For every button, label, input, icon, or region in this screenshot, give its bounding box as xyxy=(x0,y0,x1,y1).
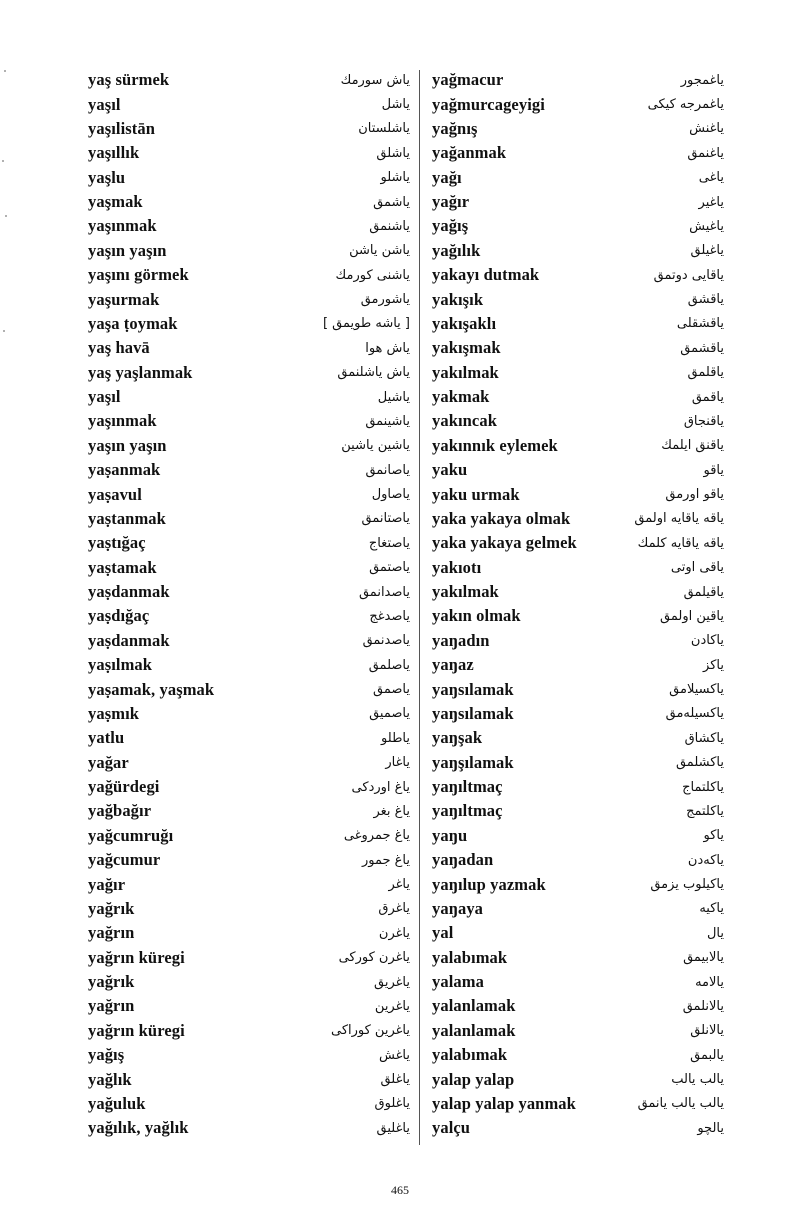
entry-latin-headword: yakın olmak xyxy=(432,606,521,626)
entry-latin-headword: yağrık xyxy=(88,972,135,992)
left-column xyxy=(88,68,410,1141)
entry-latin-headword: yağar xyxy=(88,752,129,772)
dictionary-entry xyxy=(432,799,724,823)
entry-ottoman-script: ياغرن كوركى xyxy=(338,950,410,966)
entry-ottoman-script: ياغيلق xyxy=(690,243,724,259)
entry-ottoman-script: ياكيلوب يزمق xyxy=(650,877,724,893)
entry-latin-headword: yağanmak xyxy=(432,143,507,163)
entry-ottoman-script: ياغار xyxy=(385,755,410,771)
dictionary-entry xyxy=(432,921,724,945)
entry-latin-headword: yağrın xyxy=(88,996,135,1016)
entry-latin-headword: yalanlamak xyxy=(432,1020,516,1040)
dictionary-entry xyxy=(88,507,410,531)
scan-speck xyxy=(5,215,7,217)
entry-ottoman-script: ياصدانمق xyxy=(358,584,410,600)
dictionary-entry xyxy=(88,361,410,385)
entry-latin-headword: yaṣavul xyxy=(88,484,142,504)
entry-ottoman-script: ياشنمق xyxy=(369,218,410,234)
entry-latin-headword: yağış xyxy=(432,216,469,236)
entry-latin-headword: yalama xyxy=(432,972,484,992)
entry-ottoman-script: ياشل xyxy=(381,97,410,113)
dictionary-entry xyxy=(88,1092,410,1116)
entry-ottoman-script: ياش سورمك xyxy=(340,72,410,88)
dictionary-entry xyxy=(88,946,410,970)
dictionary-entry xyxy=(432,726,724,750)
entry-latin-headword: yaka yakaya olmak xyxy=(432,508,571,528)
entry-ottoman-script: ياغمرجه كيكى xyxy=(647,97,724,113)
dictionary-entry xyxy=(88,1116,410,1140)
dictionary-entry xyxy=(88,239,410,263)
dictionary-entry xyxy=(432,434,724,458)
dictionary-entry xyxy=(432,312,724,336)
entry-ottoman-script: ياقنق ايلمك xyxy=(661,438,724,454)
entry-latin-headword: yaşurmak xyxy=(88,289,160,309)
entry-ottoman-script: ياغيش xyxy=(689,218,724,234)
dictionary-entry xyxy=(432,117,724,141)
entry-ottoman-script: يالامه xyxy=(695,974,724,990)
entry-latin-headword: yakışaklı xyxy=(432,313,497,333)
dictionary-entry xyxy=(88,458,410,482)
entry-ottoman-script: ياش هوا xyxy=(365,340,410,356)
entry-ottoman-script: ياصدنمق xyxy=(362,633,410,649)
dictionary-entry xyxy=(432,166,724,190)
dictionary-entry xyxy=(88,385,410,409)
entry-latin-headword: yalanlamak xyxy=(432,996,516,1016)
dictionary-entry xyxy=(88,312,410,336)
dictionary-entry xyxy=(432,1043,724,1067)
entry-latin-headword: yaş havā xyxy=(88,338,150,358)
entry-latin-headword: yakayı dutmak xyxy=(432,265,540,285)
entry-latin-headword: yaŋadan xyxy=(432,850,494,870)
entry-latin-headword: yalap yalap yanmak xyxy=(432,1093,576,1113)
entry-ottoman-script: ياغريق xyxy=(373,974,410,990)
dictionary-entry xyxy=(88,531,410,555)
entry-ottoman-script: يالابيمق xyxy=(683,950,724,966)
entry-ottoman-script: ياقيلمق xyxy=(683,584,724,600)
dictionary-entry xyxy=(432,580,724,604)
dictionary-entry xyxy=(88,702,410,726)
dictionary-entry xyxy=(432,361,724,385)
entry-ottoman-script: ياغمجور xyxy=(680,72,724,88)
entry-ottoman-script: ياغ بغر xyxy=(373,803,410,819)
dictionary-entry xyxy=(432,1019,724,1043)
entry-latin-headword: yakıncak xyxy=(432,411,497,431)
dictionary-entry xyxy=(432,141,724,165)
entry-ottoman-script: ياصتانمق xyxy=(361,511,410,527)
entry-ottoman-script: ياقه ياقايه اولمق xyxy=(634,511,724,527)
entry-ottoman-script: ياصدغج xyxy=(369,608,410,624)
entry-ottoman-script: ياكو xyxy=(703,828,724,844)
entry-latin-headword: yaŋaya xyxy=(432,898,484,918)
dictionary-entry xyxy=(432,482,724,506)
entry-ottoman-script: ياغلوق xyxy=(374,1096,410,1112)
dictionary-entry xyxy=(88,872,410,896)
entry-latin-headword: yağır xyxy=(432,192,470,212)
entry-ottoman-script: ياغنمق xyxy=(687,145,724,161)
dictionary-entry xyxy=(432,946,724,970)
entry-latin-headword: yaṣtanmak xyxy=(88,508,166,528)
entry-ottoman-script: ياقو اورمق xyxy=(665,487,724,503)
dictionary-entry xyxy=(88,92,410,116)
dictionary-entry xyxy=(88,799,410,823)
entry-latin-headword: yağır xyxy=(88,874,126,894)
dictionary-entry xyxy=(88,994,410,1018)
entry-ottoman-script: ياقشمق xyxy=(680,340,724,356)
dictionary-entry xyxy=(88,434,410,458)
dictionary-entry xyxy=(432,702,724,726)
dictionary-entry xyxy=(432,385,724,409)
entry-latin-headword: yaṣamak, yaşmak xyxy=(88,679,215,699)
entry-latin-headword: yaşılistān xyxy=(88,118,156,138)
entry-latin-headword: yaşınmak xyxy=(88,216,157,236)
dictionary-entry xyxy=(432,897,724,921)
entry-latin-headword: yakılmak xyxy=(432,582,499,602)
entry-ottoman-script: ياشلستان xyxy=(358,121,410,137)
entry-latin-headword: yağbağır xyxy=(88,801,152,821)
entry-ottoman-script: [ ياشه طويمق ] xyxy=(322,316,410,332)
entry-latin-headword: yağlık xyxy=(88,1069,132,1089)
dictionary-entry xyxy=(88,287,410,311)
entry-latin-headword: yaŋadın xyxy=(432,630,490,650)
dictionary-entry xyxy=(88,68,410,92)
entry-ottoman-script: ياغنش xyxy=(689,121,724,137)
entry-ottoman-script: ياقنجاق xyxy=(683,413,724,429)
dictionary-entry xyxy=(432,531,724,555)
entry-latin-headword: yaṣdığaç xyxy=(88,606,150,626)
entry-latin-headword: yaşıl xyxy=(88,387,121,407)
dictionary-entry xyxy=(88,214,410,238)
entry-ottoman-script: يالبمق xyxy=(690,1047,724,1063)
entry-latin-headword: yakmak xyxy=(432,387,490,407)
dictionary-entry xyxy=(88,726,410,750)
entry-latin-headword: yağılık xyxy=(432,240,481,260)
entry-latin-headword: yalap yalap xyxy=(432,1069,515,1089)
entry-latin-headword: yaŋaz xyxy=(432,655,474,675)
entry-latin-headword: yaṣanmak xyxy=(88,460,161,480)
entry-latin-headword: yağürdegi xyxy=(88,777,160,797)
entry-ottoman-script: ياكشلمق xyxy=(675,755,724,771)
entry-ottoman-script: ياكلتمج xyxy=(686,803,724,819)
entry-latin-headword: yakışmak xyxy=(432,338,501,358)
entry-latin-headword: yakışık xyxy=(432,289,484,309)
entry-latin-headword: yaku xyxy=(432,460,468,480)
entry-ottoman-script: ياصميق xyxy=(369,706,410,722)
entry-ottoman-script: ياقى اوتى xyxy=(670,560,724,576)
entry-ottoman-script: ياصمق xyxy=(373,682,410,698)
entry-latin-headword: yal xyxy=(432,923,454,943)
entry-ottoman-script: ياقو xyxy=(703,462,724,478)
entry-ottoman-script: ياغليق xyxy=(376,1120,410,1136)
entry-ottoman-script: ياكشاق xyxy=(684,730,724,746)
dictionary-entry xyxy=(432,287,724,311)
entry-ottoman-script: ياطلو xyxy=(381,730,410,746)
dictionary-entry xyxy=(88,1019,410,1043)
entry-latin-headword: yağı xyxy=(432,167,462,187)
dictionary-entry xyxy=(88,336,410,360)
entry-ottoman-script: يالب يالب xyxy=(671,1072,724,1088)
entry-ottoman-script: ياغ جمور xyxy=(361,852,410,868)
entry-latin-headword: yaṣdanmak xyxy=(88,630,170,650)
dictionary-entry xyxy=(432,824,724,848)
entry-ottoman-script: ياشيل xyxy=(377,389,410,405)
dictionary-entry xyxy=(432,263,724,287)
entry-latin-headword: yaŋşak xyxy=(432,728,483,748)
entry-ottoman-script: ياشنى كورمك xyxy=(335,267,410,283)
entry-latin-headword: yağrın küregi xyxy=(88,1020,185,1040)
entry-ottoman-script: ياغر xyxy=(388,877,410,893)
entry-ottoman-script: ياقين اولمق xyxy=(660,608,724,624)
entry-latin-headword: yalabımak xyxy=(432,1045,508,1065)
dictionary-entry xyxy=(432,751,724,775)
dictionary-entry xyxy=(88,409,410,433)
entry-latin-headword: yakınnık eylemek xyxy=(432,435,558,455)
dictionary-entry xyxy=(88,580,410,604)
entry-latin-headword: yaşmak xyxy=(88,192,143,212)
entry-ottoman-script: ياقايى دوتمق xyxy=(653,267,724,283)
entry-latin-headword: yaṣtığaç xyxy=(88,533,146,553)
entry-ottoman-script: ياقشق xyxy=(687,292,724,308)
entry-latin-headword: yaŋıltmaç xyxy=(432,777,503,797)
entry-latin-headword: yaşıl xyxy=(88,94,121,114)
dictionary-entry xyxy=(432,556,724,580)
dictionary-entry xyxy=(88,263,410,287)
dictionary-entry xyxy=(432,629,724,653)
entry-latin-headword: yaṣdanmak xyxy=(88,582,170,602)
entry-latin-headword: yaşa ṭoymak xyxy=(88,313,178,333)
entry-latin-headword: yağrık xyxy=(88,898,135,918)
entry-latin-headword: yalçu xyxy=(432,1118,471,1138)
entry-ottoman-script: ياغ اوردكى xyxy=(351,779,410,795)
entry-ottoman-script: ياشمق xyxy=(373,194,410,210)
dictionary-entry xyxy=(432,239,724,263)
dictionary-entry xyxy=(432,1067,724,1091)
entry-ottoman-script: ياغرق xyxy=(378,901,410,917)
entry-ottoman-script: ياكسيله‌مق xyxy=(665,706,724,722)
entry-latin-headword: yaş yaşlanmak xyxy=(88,362,193,382)
scan-speck xyxy=(3,330,5,332)
entry-ottoman-script: ياغى xyxy=(698,170,724,186)
dictionary-entry xyxy=(432,872,724,896)
entry-latin-headword: yatlu xyxy=(88,728,125,748)
entry-ottoman-script: ياصاول xyxy=(371,487,410,503)
scan-speck xyxy=(4,70,6,72)
entry-ottoman-script: ياشلق xyxy=(376,145,410,161)
entry-latin-headword: yakılmak xyxy=(432,362,499,382)
entry-latin-headword: yaŋıltmaç xyxy=(432,801,503,821)
entry-ottoman-script: ياغش xyxy=(379,1047,410,1063)
dictionary-entry xyxy=(88,653,410,677)
dictionary-entry xyxy=(88,970,410,994)
dictionary-entry xyxy=(88,677,410,701)
entry-latin-headword: yağuluk xyxy=(88,1093,146,1113)
entry-latin-headword: yaṣılmak xyxy=(88,655,153,675)
dictionary-entry xyxy=(432,409,724,433)
entry-ottoman-script: ياشين ياشين xyxy=(341,438,410,454)
entry-latin-headword: yaşın yaşın xyxy=(88,240,167,260)
entry-latin-headword: yağnış xyxy=(432,118,478,138)
entry-ottoman-script: ياغرن xyxy=(378,925,410,941)
right-column xyxy=(432,68,724,1141)
dictionary-entry xyxy=(432,507,724,531)
dictionary-entry xyxy=(88,166,410,190)
entry-ottoman-script: ياغير xyxy=(698,194,724,210)
entry-latin-headword: yaşlu xyxy=(88,167,126,187)
entry-latin-headword: yaŋu xyxy=(432,825,468,845)
entry-ottoman-script: ياصتغاج xyxy=(368,535,410,551)
entry-ottoman-script: ياكلتماج xyxy=(682,779,724,795)
entry-latin-headword: yağcumruğı xyxy=(88,825,174,845)
entry-ottoman-script: ياكيه xyxy=(699,901,724,917)
entry-latin-headword: yaş sürmek xyxy=(88,70,170,90)
entry-latin-headword: yağcumur xyxy=(88,850,161,870)
entry-latin-headword: yaŋsılamak xyxy=(432,703,514,723)
entry-ottoman-script: ياصتمق xyxy=(369,560,410,576)
dictionary-entry xyxy=(88,775,410,799)
entry-ottoman-script: ياقمق xyxy=(691,389,724,405)
dictionary-entry xyxy=(432,677,724,701)
dictionary-entry xyxy=(432,1092,724,1116)
entry-latin-headword: yaşını görmek xyxy=(88,265,189,285)
dictionary-entry xyxy=(88,117,410,141)
entry-ottoman-script: ياكه‌دن xyxy=(687,852,724,868)
entry-ottoman-script: يال xyxy=(706,925,724,941)
scan-speck xyxy=(2,160,4,162)
entry-latin-headword: yaṣmık xyxy=(88,703,140,723)
dictionary-entry xyxy=(88,824,410,848)
entry-ottoman-script: ياصانمق xyxy=(365,462,410,478)
dictionary-entry xyxy=(88,141,410,165)
dictionary-entry xyxy=(432,970,724,994)
entry-ottoman-script: ياقه ياقايه كلمك xyxy=(637,535,724,551)
dictionary-entry xyxy=(432,190,724,214)
entry-latin-headword: yağış xyxy=(88,1045,125,1065)
entry-latin-headword: yaka yakaya gelmek xyxy=(432,533,577,553)
entry-latin-headword: yaŋsılamak xyxy=(432,679,514,699)
entry-latin-headword: yağmurcageyigi xyxy=(432,94,545,114)
entry-ottoman-script: يالانلق xyxy=(690,1023,724,1039)
entry-latin-headword: yağrın xyxy=(88,923,135,943)
dictionary-entry xyxy=(432,68,724,92)
dictionary-entry xyxy=(88,190,410,214)
dictionary-entry xyxy=(432,336,724,360)
dictionary-entry xyxy=(432,604,724,628)
dictionary-entry xyxy=(432,1116,724,1140)
entry-ottoman-script: ياشن ياشن xyxy=(349,243,410,259)
dictionary-entry xyxy=(88,556,410,580)
entry-ottoman-script: ياغرين كوراكى xyxy=(330,1023,410,1039)
entry-latin-headword: yaşın yaşın xyxy=(88,435,167,455)
entry-ottoman-script: ياصلمق xyxy=(368,657,410,673)
dictionary-entry xyxy=(432,848,724,872)
entry-latin-headword: yaṣtamak xyxy=(88,557,157,577)
dictionary-entry xyxy=(432,458,724,482)
entry-ottoman-script: ياكسيلامق xyxy=(669,682,724,698)
dictionary-entry xyxy=(432,92,724,116)
entry-ottoman-script: ياغلق xyxy=(380,1072,410,1088)
dictionary-entry xyxy=(432,214,724,238)
dictionary-entry xyxy=(88,1067,410,1091)
dictionary-entry xyxy=(88,604,410,628)
dictionary-entry xyxy=(88,751,410,775)
page-number: 465 xyxy=(391,1183,409,1197)
entry-ottoman-script: ياكادن xyxy=(690,633,724,649)
entry-latin-headword: yaŋşılamak xyxy=(432,752,514,772)
dictionary-entry xyxy=(432,994,724,1018)
entry-ottoman-script: يالانلمق xyxy=(682,998,724,1014)
entry-ottoman-script: ياشينمق xyxy=(365,413,410,429)
entry-latin-headword: yakıotı xyxy=(432,557,482,577)
entry-ottoman-script: ياغ جمروغى xyxy=(343,828,410,844)
entry-latin-headword: yağrın küregi xyxy=(88,947,185,967)
entry-ottoman-script: ياشورمق xyxy=(360,292,410,308)
dictionary-entry xyxy=(88,1043,410,1067)
dictionary-entry xyxy=(88,897,410,921)
dictionary-entry xyxy=(88,629,410,653)
entry-ottoman-script: ياكز xyxy=(703,657,724,673)
dictionary-entry xyxy=(88,921,410,945)
entry-latin-headword: yağmacur xyxy=(432,70,504,90)
entry-ottoman-script: ياشلو xyxy=(380,170,410,186)
entry-ottoman-script: يالب يالب يانمق xyxy=(637,1096,724,1112)
dictionary-entry xyxy=(432,775,724,799)
entry-latin-headword: yaşıllık xyxy=(88,143,140,163)
dictionary-entry xyxy=(432,653,724,677)
column-divider xyxy=(419,70,420,1145)
entry-ottoman-script: ياقلمق xyxy=(687,365,724,381)
dictionary-entry xyxy=(88,848,410,872)
entry-latin-headword: yalabımak xyxy=(432,947,508,967)
entry-ottoman-script: يالچو xyxy=(697,1120,724,1136)
entry-latin-headword: yaku urmak xyxy=(432,484,520,504)
dictionary-entry xyxy=(88,482,410,506)
entry-ottoman-script: ياقشقلى xyxy=(676,316,724,332)
entry-ottoman-script: ياغرين xyxy=(374,998,410,1014)
entry-latin-headword: yaŋılup yazmak xyxy=(432,874,546,894)
entry-latin-headword: yaşınmak xyxy=(88,411,157,431)
entry-ottoman-script: ياش ياشلنمق xyxy=(337,365,410,381)
entry-latin-headword: yağılık, yağlık xyxy=(88,1118,189,1138)
